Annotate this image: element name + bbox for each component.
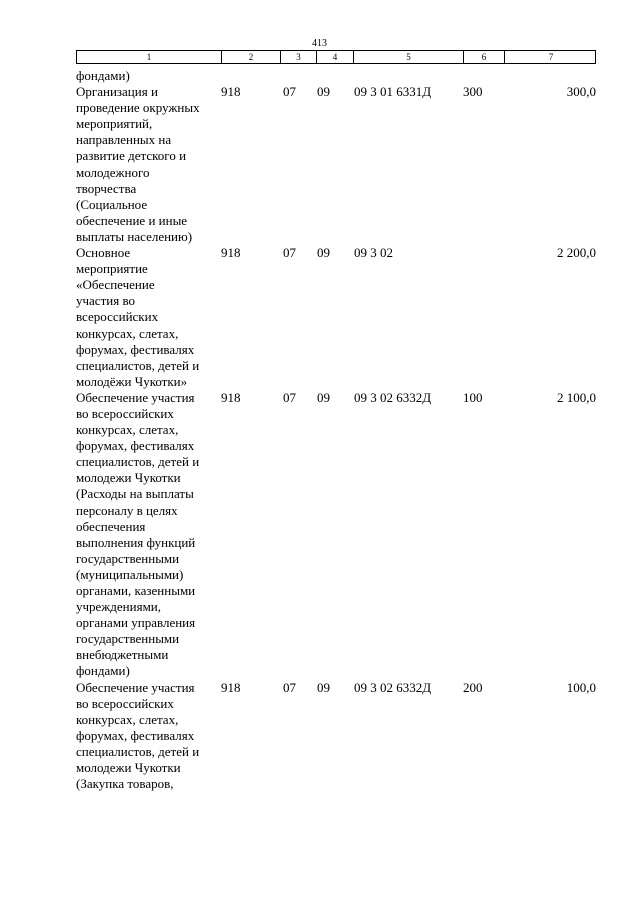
row-col4-cell: 09: [317, 679, 330, 695]
row-name-line: форумах, фестивалях: [76, 341, 195, 357]
row-col5-cell: 09 3 02: [354, 245, 393, 261]
row-col7-cell: 2 200,0: [557, 245, 596, 261]
row-name-line: творчества: [76, 180, 137, 196]
row-name-line: мероприятий,: [76, 116, 153, 132]
row-col7-cell: 300,0: [566, 84, 596, 100]
row-name-line: фондами): [76, 663, 130, 679]
row-name-line: всероссийских: [76, 309, 159, 325]
row-name-line: специалистов, детей и: [76, 357, 200, 373]
row-name-line: развитие детского и: [76, 148, 187, 164]
row-col6-cell: [463, 245, 504, 390]
row-col3-cell: 07: [283, 84, 296, 100]
row-name-line: молодежи Чукотки: [76, 760, 181, 776]
row-name-cell: [76, 68, 221, 84]
row-col5-cell: 09 3 02 6332Д: [354, 389, 432, 405]
row-col5-cell: 09 3 02 6332Д: [354, 679, 432, 695]
row-name-line: государственными: [76, 631, 180, 647]
row-col3-cell: 07: [283, 679, 296, 695]
row-name-line: проведение окружных: [76, 100, 200, 116]
row-col6-cell: [463, 68, 504, 84]
row-col4-cell: 09: [317, 389, 330, 405]
row-name-line: «Обеспечение: [76, 277, 155, 293]
row-name-line: обеспечения: [76, 518, 146, 534]
row-name-cell: [76, 680, 221, 793]
table-row: [76, 390, 596, 680]
row-name-line: специалистов, детей и: [76, 743, 200, 759]
row-col3-cell: [280, 68, 316, 84]
row-name-line: Обеспечение участия: [76, 389, 195, 405]
row-col7-cell: 100,0: [566, 679, 596, 695]
row-name-line: Основное: [76, 245, 131, 261]
row-name-line: молодежи Чукотки: [76, 470, 181, 486]
row-name-line: Обеспечение участия: [76, 679, 195, 695]
row-name-line: (Расходы на выплаты: [76, 486, 194, 502]
row-col2-cell: 918: [221, 245, 241, 261]
header-col-7: 7: [548, 52, 554, 62]
row-col2-cell: 918: [221, 84, 241, 100]
row-col6-cell: 100: [463, 389, 483, 405]
row-name-cell: [76, 84, 221, 245]
row-name-line: органами управления: [76, 615, 196, 631]
row-name-line: внебюджетными: [76, 647, 169, 663]
row-name-line: органами, казенными: [76, 583, 196, 598]
row-name-cell: [76, 390, 221, 680]
row-col4-cell: [316, 68, 353, 84]
row-col3-cell: 07: [283, 245, 296, 261]
row-name-line: конкурсах, слетах,: [76, 422, 179, 438]
row-name-line: форумах, фестивалях: [76, 438, 195, 454]
row-name-line: Организация и: [76, 84, 158, 100]
header-col-3: 3: [281, 51, 317, 63]
row-col6-cell: 200: [463, 679, 483, 695]
row-col7-cell: [504, 68, 596, 84]
row-col5-cell: [353, 68, 463, 84]
row-col6-cell: 300: [463, 84, 483, 100]
row-name-line: форумах, фестивалях: [76, 727, 195, 743]
row-name-line: во всероссийских: [76, 405, 174, 421]
row-name-line: фондами): [76, 68, 130, 83]
row-col2-cell: 918: [221, 679, 241, 695]
row-name-line: участия во: [76, 293, 135, 309]
row-name-line: обеспечение и иные: [76, 212, 188, 228]
row-name-line: (Закупка товаров,: [76, 776, 174, 792]
page-number: 413: [312, 38, 327, 49]
table-header: [76, 50, 596, 64]
row-name-line: выплаты населению): [76, 228, 193, 244]
row-name-line: (муниципальными): [76, 566, 184, 582]
row-name-line: государственными: [76, 550, 180, 566]
row-col2-cell: 918: [221, 389, 241, 405]
row-name-line: персоналу в целях: [76, 502, 178, 518]
row-name-line: (Социальное: [76, 196, 148, 212]
header-col-1: 1: [77, 51, 222, 63]
row-col2-cell: [221, 68, 280, 84]
table-row: [76, 84, 596, 245]
row-col7-cell: 2 100,0: [557, 389, 596, 405]
row-col4-cell: 09: [317, 245, 330, 261]
row-name-cell: [76, 245, 221, 390]
row-name-line: направленных на: [76, 132, 172, 148]
table-row: [76, 245, 596, 390]
header-col-6: 6: [464, 51, 505, 63]
row-col4-cell: 09: [317, 84, 330, 100]
header-col-5: 5: [354, 51, 464, 63]
row-name-line: молодёжи Чукотки»: [76, 373, 188, 389]
table-row: [76, 680, 596, 793]
row-name-line: выполнения функций: [76, 534, 196, 550]
row-name-line: мероприятие: [76, 261, 148, 277]
row-name-line: конкурсах, слетах,: [76, 711, 179, 727]
row-col5-cell: 09 3 01 6331Д: [354, 84, 432, 100]
table-body: [76, 68, 596, 792]
table-row: [76, 68, 596, 84]
header-col-2: 2: [222, 51, 281, 63]
row-name-line: во всероссийских: [76, 695, 174, 711]
row-name-line: специалистов, детей и: [76, 454, 200, 470]
row-name-line: молодежного: [76, 164, 150, 180]
row-name-line: конкурсах, слетах,: [76, 325, 179, 341]
row-col3-cell: 07: [283, 389, 296, 405]
row-name-line: учреждениями,: [76, 599, 162, 615]
header-col-4: 4: [317, 51, 354, 63]
